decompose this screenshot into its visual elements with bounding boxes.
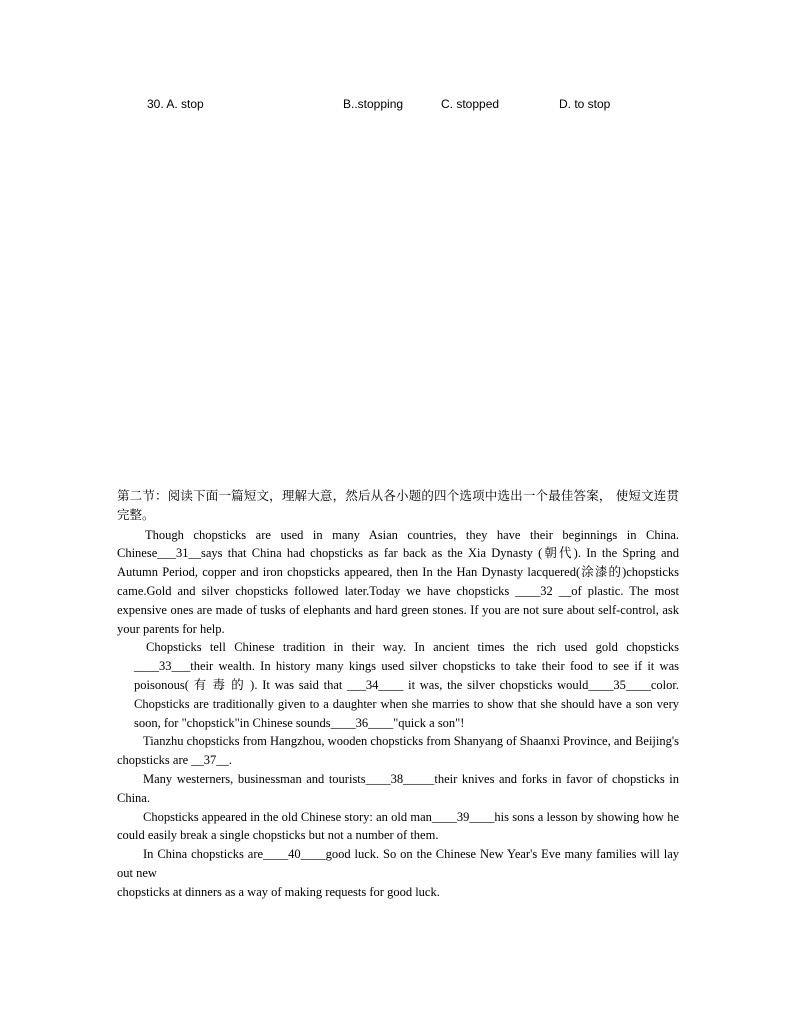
paragraph-1: Though chopsticks are used in many Asian countries, they have their beginnings in China. Chinese___31__says that China had chopsticks as far back as the Xia Dynasty (朝代). In the Spring and Autumn Period, copper and iron chopsticks appeared, then In the Han Dynasty lacquered(涂漆的)chopsticks came.Gold and silver chopsticks followed later.Today we have chopsticks ____32 __of plastic. The most expensive ones are made of tusks of elephants and hard green stones. If you are not sure about self-control, ask your parents for help.: [117, 527, 679, 636]
paragraph-6-tail: chopsticks at dinners as a way of making requests for good luck.: [117, 884, 440, 899]
question-30-options: [147, 97, 707, 113]
cloze-section: [117, 487, 679, 902]
section-heading: 第二节：阅读下面一篇短文，理解大意，然后从各小题的四个选项中选出一个最佳答案， 使短文连贯完整。: [117, 488, 679, 522]
paragraph-4: Many westerners, businessman and tourists____38_____their knives and forks in favor of chopsticks in China.: [117, 771, 679, 805]
paragraph-3: Tianzhu chopsticks from Hangzhou, wooden chopsticks from Shanyang of Shaanxi Province, and Beijing's chopsticks are __37__.: [117, 734, 679, 768]
option-a: 30. A. stop: [147, 97, 204, 111]
paragraph-5: Chopsticks appeared in the old Chinese story: an old man____39____his sons a lesson by showing how he could easily break a single chopsticks but not a number of them.: [117, 809, 679, 843]
option-d: D. to stop: [559, 97, 611, 111]
paragraph-2: Chopsticks tell Chinese tradition in their way. In ancient times the rich used gold chopsticks ____33___their wealth. In history many kings used silver chopsticks to take their food to see if it was poisonous( 有 毒 的 ). It was said that ___34____ it was, the silver chopsticks would____35____color. Chopsticks are traditionally given to a daughter when she marries to show that she should have a son very soon, for "chopstick"in Chinese sounds____36____"quick a son"!: [134, 640, 679, 730]
option-c: C. stopped: [441, 97, 500, 111]
paragraph-6: In China chopsticks are____40____good luck. So on the Chinese New Year's Eve many families will lay out new: [117, 847, 679, 880]
option-b: B..stopping: [343, 97, 404, 111]
